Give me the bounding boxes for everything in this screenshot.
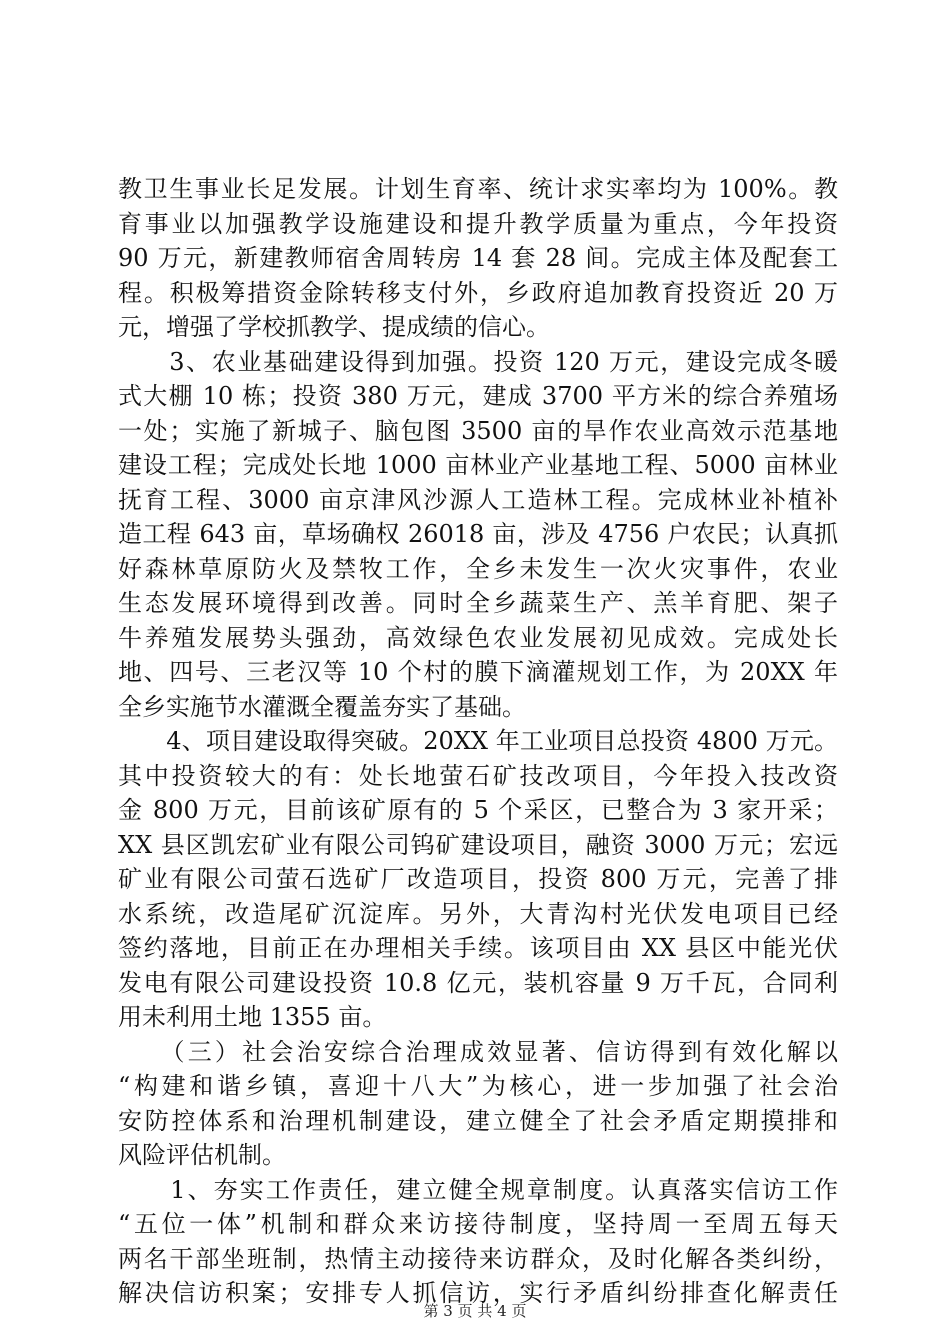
text-line: 4、项目建设取得突破。20XX 年工业项目总投资 4800 万元。 <box>118 727 838 755</box>
page-footer: 第 3 页 共 4 页 <box>423 1302 527 1320</box>
text-line: 发电有限公司建设投资 10.8 亿元，装机容量 9 万千瓦，合同利 <box>118 968 838 997</box>
text-line: 一处；实施了新城子、脑包图 3500 亩的旱作农业高效示范基地 <box>118 416 838 445</box>
text-line: （三）社会治安综合治理成效显著、信访得到有效化解以 <box>118 1037 838 1066</box>
text-line: 育事业以加强教学设施建设和提升教学质量为重点，今年投资 <box>118 209 838 238</box>
document-body <box>118 172 838 1311</box>
text-line: 签约落地，目前正在办理相关手续。该项目由 XX 县区中能光伏 <box>118 934 838 962</box>
text-line: 两名干部坐班制，热情主动接待来访群众，及时化解各类纠纷， <box>118 1244 838 1273</box>
text-line: 元，增强了学校抓教学、提成绩的信心。 <box>118 313 550 341</box>
text-line: 建设工程；完成处长地 1000 亩林业产业基地工程、5000 亩林业 <box>118 451 838 479</box>
text-line: 1、夯实工作责任，建立健全规章制度。认真落实信访工作 <box>118 1175 838 1204</box>
text-line: 90 万元，新建教师宿舍周转房 14 套 28 间。完成主体及配套工 <box>118 244 838 272</box>
text-line: 3、农业基础建设得到加强。投资 120 万元，建设完成冬暖 <box>118 347 838 376</box>
text-line: 其中投资较大的有：处长地萤石矿技改项目，今年投入技改资 <box>118 761 838 790</box>
text-line: 造工程 643 亩，草场确权 26018 亩，涉及 4756 户农民；认真抓 <box>118 520 838 548</box>
text-line: 式大棚 10 栋；投资 380 万元，建成 3700 平方米的综合养殖场 <box>118 382 838 410</box>
text-line: 生态发展环境得到改善。同时全乡蔬菜生产、羔羊育肥、架子 <box>118 589 838 617</box>
text-line: 教卫生事业长足发展。计划生育率、统计求实率均为 100%。教 <box>118 175 838 203</box>
text-line: “构建和谐乡镇，喜迎十八大”为核心，进一步加强了社会治 <box>118 1072 838 1100</box>
text-line: XX 县区凯宏矿业有限公司钨矿建设项目，融资 3000 万元；宏远 <box>118 830 838 859</box>
text-line: 用未利用土地 1355 亩。 <box>118 1003 387 1031</box>
text-line: 牛养殖发展势头强劲，高效绿色农业发展初见成效。完成处长 <box>118 623 838 652</box>
text-line: 好森林草原防火及禁牧工作，全乡未发生一次火灾事件，农业 <box>118 554 838 583</box>
text-line: 金 800 万元，目前该矿原有的 5 个采区，已整合为 3 家开采； <box>118 796 838 824</box>
text-line: 地、四号、三老汉等 10 个村的膜下滴灌规划工作，为 20XX 年 <box>118 658 838 686</box>
text-line: 程。积极筹措资金除转移支付外，乡政府追加教育投资近 20 万 <box>118 278 838 307</box>
text-line: 风险评估机制。 <box>118 1141 286 1169</box>
text-line: 矿业有限公司萤石选矿厂改造项目，投资 800 万元，完善了排 <box>118 865 838 893</box>
text-line: 全乡实施节水灌溉全覆盖夯实了基础。 <box>118 692 526 721</box>
text-line: 解决信访积案；安排专人抓信访，实行矛盾纠纷排查化解责任 <box>118 1279 838 1307</box>
text-line: 安防控体系和治理机制建设，建立健全了社会矛盾定期摸排和 <box>118 1106 838 1135</box>
text-line: 水系统，改造尾矿沉淀库。另外，大青沟村光伏发电项目已经 <box>118 899 838 928</box>
text-line: 抚育工程、3000 亩京津风沙源人工造林工程。完成林业补植补 <box>118 485 838 514</box>
text-line: “五位一体”机制和群众来访接待制度，坚持周一至周五每天 <box>118 1210 838 1238</box>
